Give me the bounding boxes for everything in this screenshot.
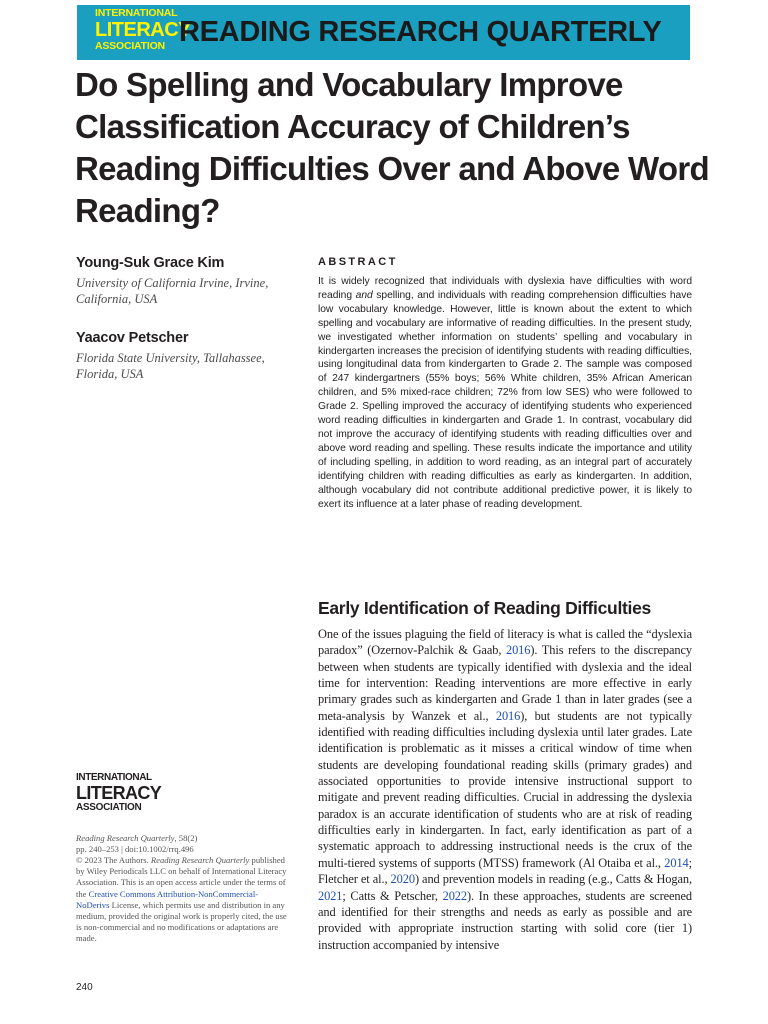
copyright-text: © 2023 The Authors. xyxy=(76,855,151,865)
body-text: ). In these approaches, students are screened and identified for their strengths and needs as early as possible and are provided with appropriate instruction starting with solid core (tier 1) instruction accompanied by intensive xyxy=(318,888,692,952)
citation-pages: pp. 240–253 | doi:10.1002/rrq.496 xyxy=(76,844,194,855)
citation-link[interactable]: 2021 xyxy=(318,888,343,903)
body-text: ). This refers to the discrepancy between when students are typically identified with dyslexia and the ideal time for intervention: Reading interventions are more effective in early primary grades such as kindergarten and Grade 1 than in later grades (see a meta-analysis by Wanzek et al., xyxy=(318,643,692,723)
ila-sidebar-logo xyxy=(76,772,162,813)
logo-line-3: ASSOCIATION xyxy=(95,39,165,52)
body-text: ; Fletcher et al., xyxy=(318,855,692,887)
body-text: ) and prevention models in reading (e.g., Catts & Hogan, xyxy=(414,872,692,887)
abstract-emphasis: and xyxy=(355,289,373,301)
sidebar-logo-line-1: INTERNATIONAL xyxy=(76,772,152,783)
author-2-name: Yaacov Petscher xyxy=(76,330,189,346)
ila-logo xyxy=(95,7,191,52)
citation-link[interactable]: 2020 xyxy=(390,872,415,887)
citation-journal: Reading Research Quarterly xyxy=(76,833,175,843)
citation-link[interactable]: 2016 xyxy=(505,643,531,658)
journal-title: READING RESEARCH QUARTERLY xyxy=(179,16,662,48)
section-heading: Early Identification of Reading Difficulties xyxy=(318,598,651,618)
copyright-text: License, which permits use and distribution in any medium, provided the original work is properly cited, the use is non-commercial and no modifications or adaptations are made. xyxy=(76,899,287,944)
sidebar-logo-line-3: ASSOCIATION xyxy=(76,802,142,813)
copyright-journal: Reading Research Quarterly xyxy=(150,855,250,865)
author-1-affiliation: University of California Irvine, Irvine, California, USA xyxy=(76,276,269,306)
abstract-heading: ABSTRACT xyxy=(318,256,398,268)
copyright-text: published by Wiley Periodicals LLC on behalf of International Literacy Association. This is an open access article under the terms of the xyxy=(76,855,287,899)
sidebar-logo-line-2: LITERACY xyxy=(76,783,162,803)
abstract-text-1: It is widely recognized that individuals with dyslexia have difficulties with word reading xyxy=(318,276,692,301)
body-text: ), but students are not typically identified with reading difficulties including dyslexia until later grades. Late identification is problematic as it misses a critical window of time when students are developing foundational reading skills (primary grades) and associated opportunities to provide intensive instructional support to mitigate and prevent reading difficulties. Crucial in addressing the dyslexia paradox is an accurate identification of students who are at risk of reading difficulties early in kindergarten. In fact, early identification as part of a systematic approach to addressing instructional needs is the crux of the multi-tiered systems of supports (MTSS) framework (Al Otaiba et al., xyxy=(318,708,692,870)
author-2-affiliation: Florida State University, Tallahassee, Florida, USA xyxy=(76,351,265,381)
journal-citation xyxy=(76,833,291,856)
body-text: One of the issues plaguing the field of literacy is what is called the “dyslexia paradox” (Ozernov-Palchik & Gaab, xyxy=(318,627,692,658)
citation-link[interactable]: 2016 xyxy=(495,708,521,723)
citation-link[interactable]: 2022 xyxy=(442,888,467,903)
citation-link[interactable]: 2014 xyxy=(664,855,689,870)
page-number: 240 xyxy=(76,982,93,993)
citation-volume: , 58(2) xyxy=(174,833,198,843)
section-body xyxy=(318,626,692,953)
license-link[interactable]: Creative Commons Attribution-NonCommercial-NoDerivs xyxy=(76,888,259,910)
article-title: Do Spelling and Vocabulary Improve Classification Accuracy of Children’s Reading Difficulties Over and Above Word Reading? xyxy=(75,66,709,229)
journal-header-bar xyxy=(77,5,690,60)
body-text: ; Catts & Petscher, xyxy=(342,888,443,903)
copyright-notice xyxy=(76,855,291,945)
author-1-name: Young-Suk Grace Kim xyxy=(76,255,225,271)
logo-line-2: LITERACY xyxy=(95,18,191,41)
logo-line-1: INTERNATIONAL xyxy=(95,7,178,19)
abstract-text-2: spelling, and individuals with reading comprehension difficulties have low vocabulary knowledge. However, little is known about the extent to which spelling and vocabulary are informative of reading difficulties. In the present study, we investigated whether information on students’ spelling and vocabulary in kindergarten increases the precision of identifying students with reading difficulties, using longitudinal data from kindergarten to Grade 2. The sample was composed of 247 kindergartners (55% boys; 56% White children, 35% African American children, and 5% mixed-race children; 72% from low SES) who were followed to Grade 2. Spelling improved the accuracy of identifying students who experienced word reading difficulties in kindergarten and Grade 1. In contrast, vocabulary did not improve the accuracy of identifying students with reading difficulties over and above word reading and spelling. These results indicate the importance and utility of including spelling, in addition to word reading, as an integral part of accurately identifying children with reading difficulties as early as kindergarten. In addition, although vocabulary did not contribute additional predictive power, it is likely to exert its influence at a later phase of reading development. xyxy=(318,289,693,510)
abstract-body xyxy=(318,275,692,511)
